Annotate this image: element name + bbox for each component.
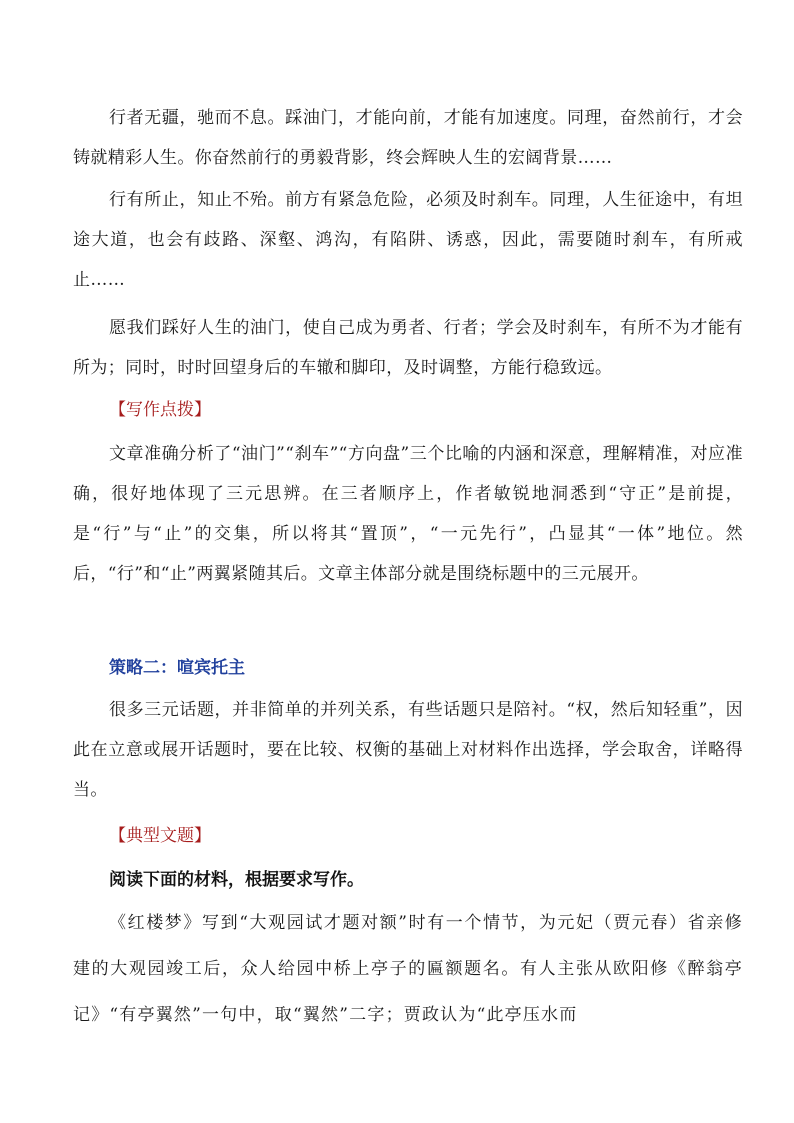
paragraph-2: 行有所止，知止不殆。前方有紧急危险，必须及时刹车。同理，人生征途中，有坦途大道，也会有歧路、深壑、鸿沟，有陷阱、诱惑，因此，需要随时刹车，有所戒止…… xyxy=(73,190,743,290)
paragraph-1: 行者无疆，驰而不息。踩油门，才能向前，才能有加速度。同理，奋然前行，才会铸就精彩人生。你奋然前行的勇毅背影，终会辉映人生的宏阔背景…… xyxy=(73,108,743,168)
section-heading-typical-topic: 【典型文题】 xyxy=(109,826,211,846)
paragraph-5: 很多三元话题，并非简单的并列关系，有些话题只是陪衬。“权，然后知轻重”，因此在立意或展开话题时，要在比较、权衡的基础上对材料作出选择，学会取舍，详略得当。 xyxy=(73,700,743,800)
paragraph-6: 《红楼梦》写到“大观园试才题对额”时有一个情节，为元妃（贾元春）省亲修建的大观园竣工后，众人给园中桥上亭子的匾额题名。有人主张从欧阳修《醉翁亭记》“有亭翼然”一句中，取“翼然”二字；贾政认为“此亭压水而 xyxy=(73,913,743,1025)
instruction-line: 阅读下面的材料，根据要求写作。 xyxy=(109,870,364,890)
strategy-heading: 策略二：喧宾托主 xyxy=(109,658,245,678)
paragraph-4: 文章准确分析了“油门”“刹车”“方向盘”三个比喻的内涵和深意，理解精准，对应准确，很好地体现了三元思辨。在三者顺序上，作者敏锐地洞悉到“守正”是前提，是“行”与“止”的交集，所以将其“置顶”，“一元先行”，凸显其“一体”地位。然后，“行”和“止”两翼紧随其后。文章主体部分就是围绕标题中的三元展开。 xyxy=(73,444,743,584)
paragraph-3: 愿我们踩好人生的油门，使自己成为勇者、行者；学会及时刹车，有所不为才能有所为；同时，时时回望身后的车辙和脚印，及时调整，方能行稳致远。 xyxy=(73,318,743,378)
section-heading-writing-tips: 【写作点拨】 xyxy=(109,400,211,420)
